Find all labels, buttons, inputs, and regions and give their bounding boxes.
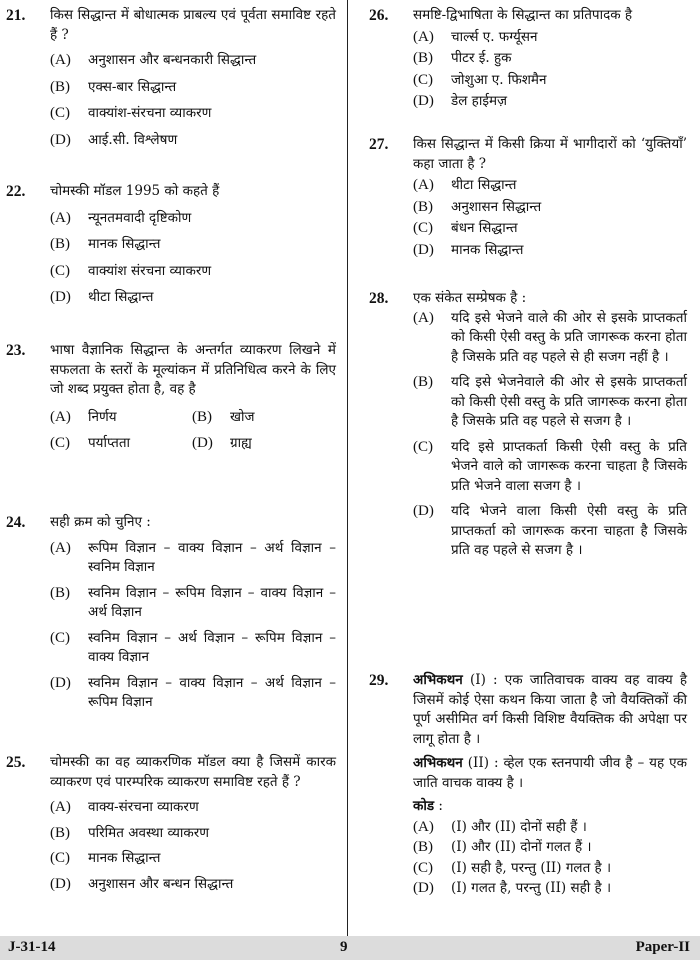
question-text: चोमस्की मॉडल 1995 को कहते हैं [50,183,220,199]
option-label: (D) [50,289,71,305]
option-text: अनुशासन और बन्धन सिद्धान्त [88,875,234,892]
option-text: पर्याप्तता [88,434,131,451]
question-28 [369,289,687,561]
option-text: वाक्यांश-संरचना व्याकरण [88,105,212,121]
option-label: (D) [413,241,434,258]
question-21 [6,6,336,150]
option-text: वाक्यांश संरचना व्याकरण [88,262,212,279]
option-label: (C) [50,262,70,279]
option-d [413,502,687,561]
question-24 [6,513,336,713]
option-label: (B) [50,236,70,252]
option-label: (C) [413,71,433,88]
option-b [50,78,336,98]
option-text: परिमित अवस्था व्याकरण [88,824,210,841]
option-label: (A) [50,539,71,556]
option-a [50,51,336,71]
option-c [413,859,687,879]
assertion-label: अभिकथन [413,755,463,771]
option-label: (C) [50,629,70,646]
option-text: एक्स-बार सिद्धान्त [88,78,177,95]
option-label: (D) [192,434,213,451]
paper-code: J-31-14 [8,939,56,955]
option-text: (I) गलत है, परन्तु (II) सही है । [451,880,612,896]
option-text: यदि इसे प्राप्तकर्ता किसी ऐसी वस्तु के प्रति भेजने वाले को जागरूक करना चाहता है जिसके प्रति भेजने वाला सजग है । [451,438,687,494]
option-d [50,674,336,713]
question-text: चोमस्की का वह व्याकरणिक मॉडल क्या है जिसमें कारक व्याकरण एवं पारम्परिक व्याकरण समाविष्ट रहते हैं ? [50,754,336,790]
page-number: 9 [340,939,348,955]
option-text: बंधन सिद्धान्त [451,220,518,236]
option-label: (D) [50,674,71,691]
question-text: किस सिद्धान्त में बोधात्मक प्राबल्य एवं पूर्वता समाविष्ट रहते हैं ? [50,7,336,43]
option-label: (A) [413,177,434,193]
option-c [50,434,180,454]
assertion-text: : एक जातिवाचक वाक्य वह वाक्य है जिसमें कोई ऐसा कथन किया जाता है जो वैयक्तिकों की पूर्ण असीमित वर्ग किसी विशिष्ट वैयक्तिक की अपेक्षा पर लागू होता है । [413,672,687,747]
option-text: मानक सिद्धान्त [451,241,524,258]
option-text: अनुशासन और बन्धनकारी सिद्धान्त [88,52,257,68]
option-a [413,176,687,196]
option-label: (C) [50,105,70,121]
question-number: 29. [369,672,389,689]
option-label: (B) [413,374,433,390]
question-number: 22. [6,183,26,200]
question-25 [6,753,336,894]
option-b [413,373,687,432]
option-text: (I) और (II) दोनों गलत हैं । [451,839,592,855]
question-number: 25. [6,754,26,771]
option-text: अनुशासन सिद्धान्त [451,198,542,215]
option-a [50,798,336,818]
option-label: (C) [413,220,433,236]
option-label: (D) [50,131,71,148]
option-d [413,241,687,261]
option-d [50,288,336,308]
option-d [413,92,687,112]
question-text: समष्टि-द्विभाषिता के सिद्धान्त का प्रतिपादक है [413,7,633,23]
option-text: ग्राह्य [230,434,252,451]
option-label: (D) [413,93,434,109]
option-text: आई.सी. विश्लेषण [88,131,178,148]
option-b [413,49,687,69]
question-text: किस सिद्धान्त में किसी क्रिया में भागीदारों को ‘युक्तियाँ’ कहा जाता है ? [413,136,687,172]
option-b [192,408,322,428]
question-22 [6,182,336,308]
option-label: (A) [413,28,434,45]
question-number: 24. [6,514,26,531]
assertion-label: अभिकथन [413,672,463,688]
option-d [192,434,322,454]
option-b [50,584,336,623]
question-number: 23. [6,342,26,359]
option-label: (C) [50,850,70,866]
option-text: मानक सिद्धान्त [88,236,161,252]
option-label: (A) [413,309,434,326]
option-label: (A) [50,408,71,425]
question-number: 27. [369,136,389,153]
option-label: (A) [413,818,434,835]
option-c [413,219,687,239]
option-label: (D) [50,875,71,892]
option-label: (B) [413,50,433,66]
question-23 [6,341,336,458]
option-text: थीटा सिद्धान्त [451,177,517,193]
question-number: 26. [369,7,389,24]
option-b [50,824,336,844]
option-c [50,629,336,668]
option-c [413,438,687,497]
assertion-tag: (I) [469,672,486,688]
assertion-2 [413,754,687,793]
option-text: स्वनिम विज्ञान – अर्थ विज्ञान – रूपिम विज्ञान – वाक्य विज्ञान [88,629,336,665]
option-text: स्वनिम विज्ञान – वाक्य विज्ञान – अर्थ विज्ञान – रूपिम विज्ञान [88,674,336,710]
assertion-1 [413,671,687,749]
option-label: (B) [413,198,433,215]
option-b [50,235,336,255]
page-footer [0,936,700,960]
option-c [50,849,336,869]
option-label: (B) [50,78,70,95]
question-27 [369,135,687,260]
option-b [413,198,687,218]
option-text: थीटा सिद्धान्त [88,289,154,305]
option-label: (B) [192,408,212,425]
option-a [413,28,687,48]
option-a [50,209,336,229]
option-row [50,434,336,458]
option-label: (B) [50,824,70,841]
option-d [413,879,687,899]
option-text: डेल हाईमज़ [451,93,508,109]
option-row [50,408,336,432]
option-b [413,838,687,858]
option-text: (I) और (II) दोनों सही हैं । [451,818,587,835]
option-label: (C) [413,859,433,876]
question-number: 21. [6,7,26,24]
option-text: वाक्य-संरचना व्याकरण [88,799,199,815]
question-26 [369,6,687,112]
option-label: (A) [50,52,71,68]
option-a [50,408,180,428]
option-a [50,539,336,578]
option-text: जोशुआ ए. फिशमैन [451,71,547,88]
question-number: 28. [369,290,389,307]
option-a [413,818,687,838]
option-label: (D) [413,503,434,519]
option-text: पीटर ई. हुक [451,50,512,66]
option-text: न्यूनतमवादी दृष्टिकोण [88,209,192,226]
paper-name: Paper-II [635,939,690,955]
code-label: कोड [413,798,435,814]
code-heading [413,797,687,817]
option-d [50,875,336,895]
option-c [413,71,687,91]
option-label: (A) [50,799,71,815]
option-d [50,131,336,151]
option-c [50,104,336,124]
option-text: चार्ल्स ए. फर्ग्यूसन [451,28,538,45]
assertion-tag: (II) [467,755,489,771]
option-text: (I) सही है, परन्तु (II) गलत है । [451,859,612,876]
question-text: भाषा वैज्ञानिक सिद्धान्त के अन्तर्गत व्याकरण लिखने में सफलता के स्तरों के मूल्यांकन में प्रतिनिधित्व करने के लिए जो शब्द प्रयुक्त होता है, वह है [50,342,336,397]
option-label: (B) [50,584,70,601]
option-text: मानक सिद्धान्त [88,850,161,866]
question-text: एक संकेत सम्प्रेषक है : [413,290,527,306]
option-label: (B) [413,839,433,855]
option-text: स्वनिम विज्ञान – रूपिम विज्ञान – वाक्य विज्ञान – अर्थ विज्ञान [88,584,336,620]
assertion-text: : व्हेल एक स्तनपायी जीव है – यह एक जाति वाचक वाक्य है । [413,755,687,791]
option-c [50,262,336,282]
question-text: सही क्रम को चुनिए : [50,514,151,530]
option-text: यदि भेजने वाला किसी ऐसी वस्तु के प्रति प्राप्तकर्ता को जागरूक करना चाहता है जिसके प्रति वह पहले से सजग है । [451,503,687,558]
option-text: यदि इसे भेजनेवाले की ओर से इसके प्राप्तकर्ता को किसी ऐसी वस्तु के प्रति जागरूक करना होता है जिसके प्रति वह पहले से सजग है । [451,374,687,429]
option-label: (D) [413,880,434,896]
code-colon: : [434,798,443,814]
option-label: (C) [413,438,433,455]
column-divider [347,0,348,936]
question-29 [369,671,687,899]
option-label: (A) [50,209,71,226]
option-text: निर्णय [88,408,117,425]
option-text: रूपिम विज्ञान – वाक्य विज्ञान – अर्थ विज्ञान – स्वनिम विज्ञान [88,539,336,575]
option-text: यदि इसे भेजने वाले की ओर से इसके प्राप्तकर्ता को किसी ऐसी वस्तु के प्रति जागरूक करना होता है जिसके प्रति वह पहले से ही सजग नहीं है । [451,309,687,365]
option-text: खोज [230,408,255,425]
option-label: (C) [50,434,70,451]
option-a [413,309,687,368]
